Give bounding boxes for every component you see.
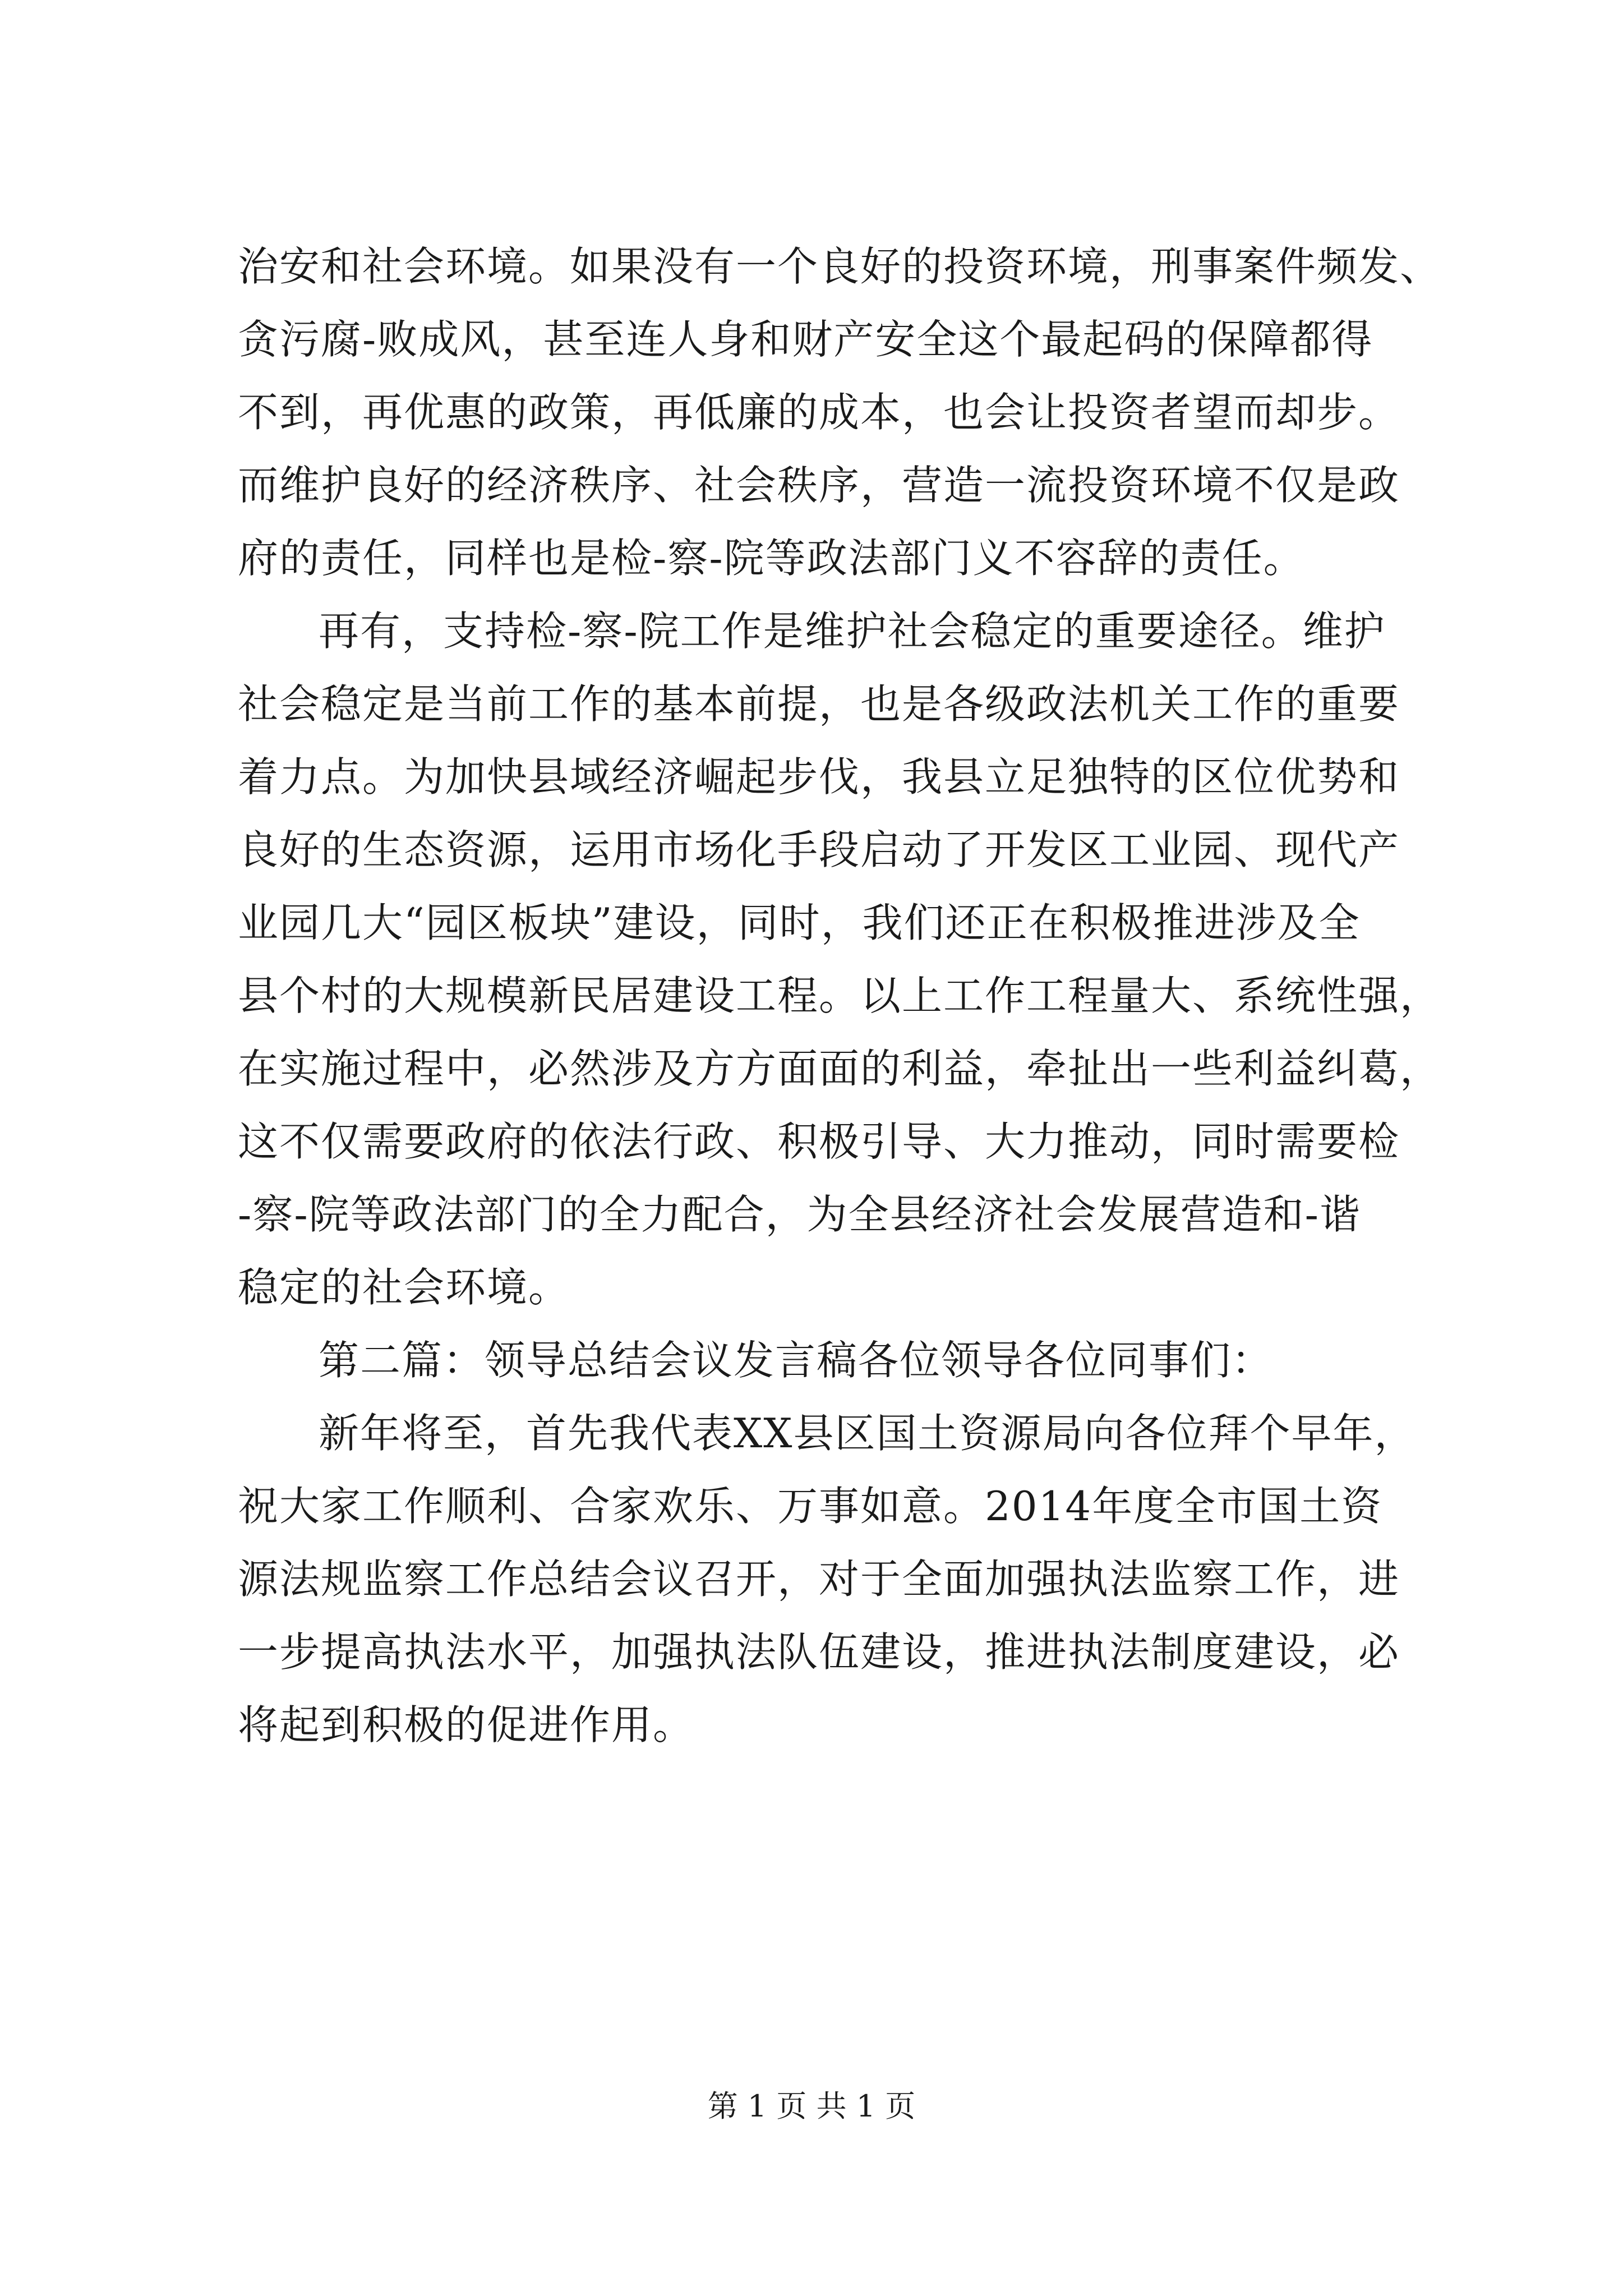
text-line: 不到，再优惠的政策，再低廉的成本，也会让投资者望而却步。 — [238, 389, 1400, 436]
text-line: 源法规监察工作总结会议召开，对于全面加强执法监察工作，进 — [238, 1556, 1400, 1603]
paragraph — [238, 230, 1442, 595]
text-line: 稳定的社会环境。 — [238, 1264, 570, 1311]
page-footer: 第 1 页 共 1 页 — [707, 2088, 916, 2124]
text-line: -察-院等政法部门的全力配合，为全县经济社会发展营造和-谐 — [238, 1191, 1361, 1238]
text-line: 在实施过程中，必然涉及方方面面的利益，牵扯出一些利益纠葛， — [238, 1045, 1442, 1092]
paragraph — [238, 595, 1442, 1324]
text-line: 再有，支持检-察-院工作是维护社会稳定的重要途径。维护 — [319, 608, 1386, 655]
text-line: 一步提高执法水平，加强执法队伍建设，推进执法制度建设，必 — [238, 1628, 1400, 1676]
text-line: 业园几大“园区板块”建设，同时，我们还正在积极推进涉及全 — [238, 899, 1361, 946]
text-line: 社会稳定是当前工作的基本前提，也是各级政法机关工作的重要 — [238, 680, 1400, 728]
text-line: 贪污腐-败成风，甚至连人身和财产安全这个最起码的保障都得 — [238, 316, 1373, 363]
text-line: 着力点。为加快县域经济崛起步伐，我县立足独特的区位优势和 — [238, 753, 1400, 800]
text-line: 县个村的大规模新民居建设工程。以上工作工程量大、系统性强， — [238, 972, 1442, 1019]
text-line: 新年将至，首先我代表XX县区国土资源局向各位拜个早年， — [319, 1410, 1416, 1457]
text-line: 这不仅需要政府的依法行政、积极引导、大力推动，同时需要检 — [238, 1118, 1400, 1165]
paragraph — [238, 1324, 1421, 1397]
text-line: 良好的生态资源，运用市场化手段启动了开发区工业园、现代产 — [238, 826, 1400, 873]
text-line: 第二篇：领导总结会议发言稿各位领导各位同事们： — [319, 1337, 1274, 1384]
text-line: 将起到积极的促进作用。 — [238, 1701, 695, 1749]
text-line: 府的责任，同样也是检-察-院等政法部门义不容辞的责任。 — [238, 535, 1305, 582]
paragraph — [238, 1397, 1421, 1761]
document-body — [238, 230, 1442, 1761]
text-line: 治安和社会环境。如果没有一个良好的投资环境，刑事案件频发、 — [238, 243, 1442, 290]
text-line: 而维护良好的经济秩序、社会秩序，营造一流投资环境不仅是政 — [238, 462, 1400, 509]
text-line: 祝大家工作顺利、合家欢乐、万事如意。2014年度全市国土资 — [238, 1483, 1383, 1530]
